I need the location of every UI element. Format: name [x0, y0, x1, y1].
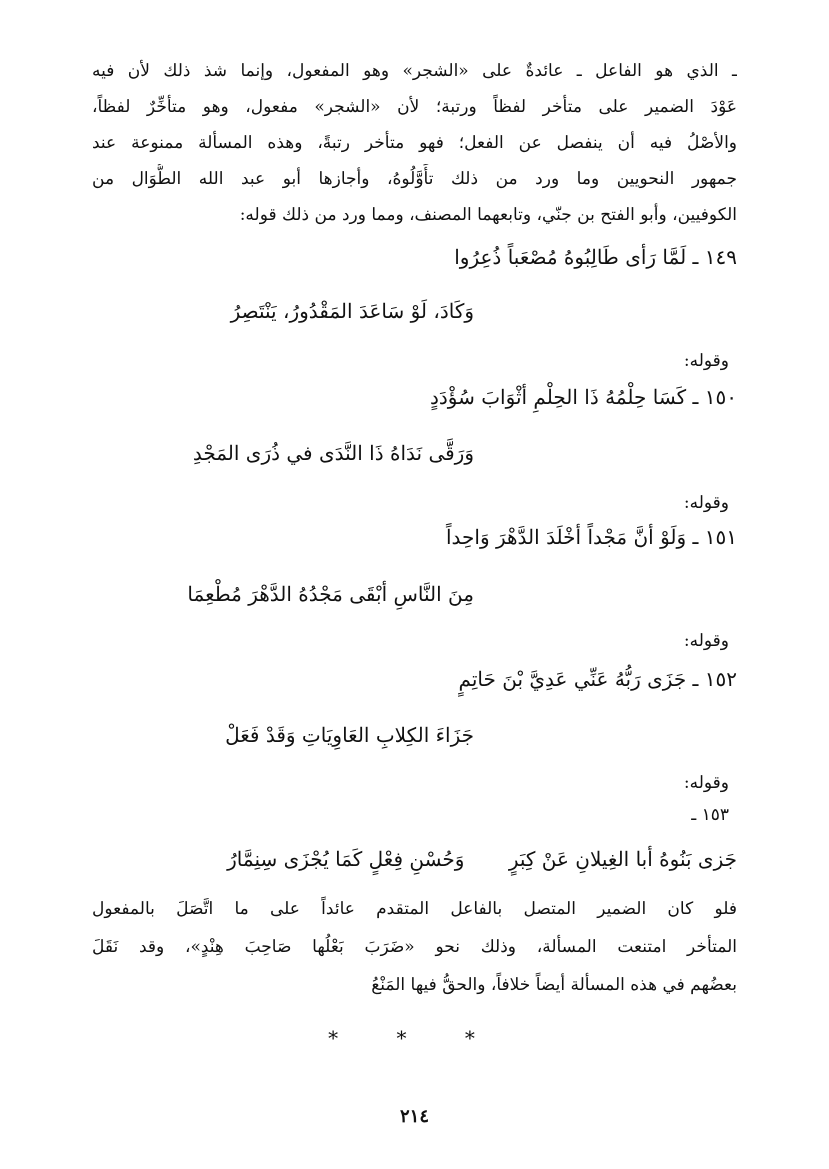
- verse-intro: وقوله:: [683, 351, 729, 371]
- verse-152-second: جَزَاءَ الكِلابِ العَاوِيَاتِ وَقَدْ فَعَلْ: [225, 723, 474, 747]
- text-line: جمهور النحويين وما ورد من ذلك تأَوَّلُوهُ، وأجازها أبو عبد الله الطُّوَال من: [92, 169, 737, 189]
- verse-intro: وقوله:: [683, 773, 729, 793]
- section-separator: * * *: [328, 1026, 501, 1050]
- verse-151-second: مِنَ النَّاسِ أبْقَى مَجْدُهُ الدَّهْرَ مُطْعِمَا: [187, 582, 474, 606]
- text-line: ـ الذي هو الفاعل ـ عائدةٌ على «الشجر» وهو المفعول، وإنما شذ ذلك لأن فيه: [92, 61, 737, 81]
- verse-number: ١٥٣ ـ: [691, 805, 729, 825]
- verse-number: ١٥٢ ـ: [692, 667, 737, 691]
- verse-number: ١٥١ ـ: [692, 525, 737, 549]
- verse-hemistich: جَزى بَنُوهُ أبا الغِيلانِ عَنْ كِبَرٍ: [508, 847, 737, 871]
- verse-153-couplet: [92, 842, 737, 876]
- text-line: المتأخر امتنعت المسألة، وذلك نحو «ضَرَبَ بَعْلُها صَاحِبَ هِنْدٍ»، وقد نَقَلَ: [92, 937, 737, 957]
- verse-149-second: وَكَادَ، لَوْ سَاعَدَ المَقْدُورُ، يَنْتَصِرُ: [230, 299, 474, 323]
- verse-hemistich: لَمَّا رَأى طَالِبُوهُ مُصْعَباً ذُعِرُوا: [454, 245, 687, 269]
- verse-150-first: [430, 380, 737, 414]
- verse-151-first: [446, 520, 737, 554]
- text-line: الكوفيين، وأبو الفتح بن جنّي، وتابعهما المصنف، ومما ورد من ذلك قوله:: [239, 205, 737, 225]
- page-number: ٢١٤: [399, 1106, 429, 1127]
- verse-number: ١٥٠ ـ: [692, 385, 737, 409]
- verse-152-first: [459, 662, 737, 696]
- text-line: عَوْدَ الضمير على متأخر لفظاً ورتبة؛ لأن «الشجر» مفعول، وهو متأخِّرٌ لفظاً،: [92, 97, 737, 117]
- text-line: بعضُهم في هذه المسألة أيضاً خلافاً، والحقُّ فيها المَنْعُ: [371, 975, 737, 995]
- text-line: والأصْلُ فيه أن ينفصل عن الفعل؛ فهو متأخر رتبةً، وهذه المسألة ممنوعة عند: [92, 133, 737, 153]
- verse-150-second: وَرَقَّى نَدَاهُ ذَا النَّدَى في ذُرَى المَجْدِ: [192, 441, 474, 465]
- verse-hemistich: وَلَوْ أنَّ مَجْداً أخْلَدَ الدَّهْرَ وَاحِداً: [445, 525, 687, 549]
- verse-149-first: [454, 240, 737, 274]
- verse-hemistich: كَسَا حِلْمُهُ ذَا الحِلْمِ أثْوَابَ سُؤْدَدٍ: [429, 385, 687, 409]
- verse-intro: وقوله:: [683, 493, 729, 513]
- verse-hemistich: جَزَى رَبُّهُ عَنِّي عَدِيَّ بْنَ حَاتِمٍ: [458, 667, 687, 691]
- verse-hemistich: وَحُسْنِ فِعْلٍ كَمَا يُجْزَى سِنِمَّارُ: [227, 847, 465, 871]
- verse-intro: وقوله:: [683, 631, 729, 651]
- verse-number: ١٤٩ ـ: [692, 245, 737, 269]
- text-line: فلو كان الضمير المتصل بالفاعل المتقدم عائداً على ما اتَّصَلَ بالمفعول: [92, 899, 737, 919]
